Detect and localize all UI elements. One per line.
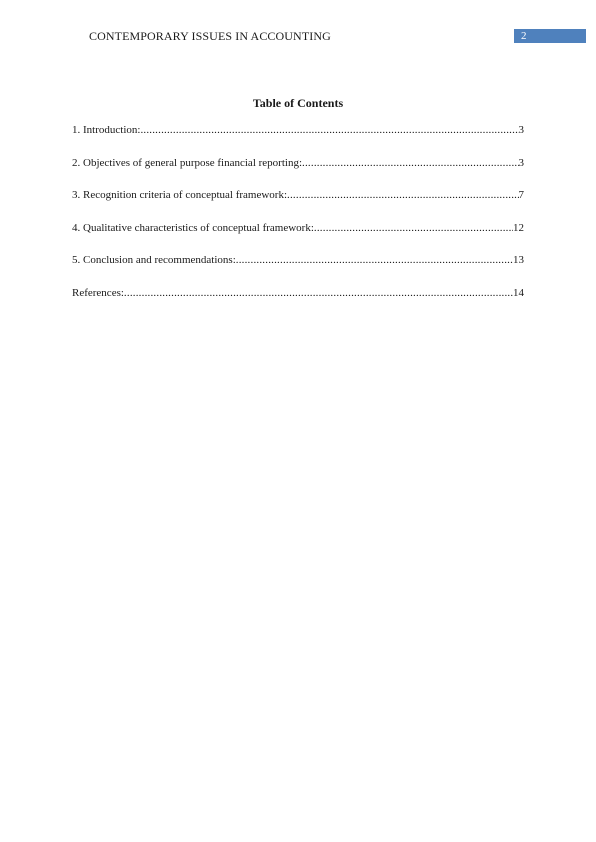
toc-dot-leader <box>124 287 513 299</box>
toc-dot-leader <box>302 157 518 169</box>
toc-entry-references[interactable] <box>72 287 524 320</box>
page-number-badge: 2 <box>514 29 586 43</box>
toc-entry-label: References: <box>72 286 124 299</box>
table-of-contents <box>72 124 524 319</box>
toc-dot-leader <box>236 254 513 266</box>
toc-entry-recognition-criteria[interactable] <box>72 189 524 222</box>
toc-dot-leader <box>287 189 518 201</box>
toc-dot-leader <box>140 124 518 136</box>
toc-entry-label: 5. Conclusion and recommendations: <box>72 254 236 266</box>
running-header-title: CONTEMPORARY ISSUES IN ACCOUNTING <box>89 29 331 43</box>
toc-entry-introduction[interactable] <box>72 124 524 157</box>
toc-dot-leader <box>314 222 513 234</box>
toc-entry-objectives[interactable] <box>72 157 524 190</box>
toc-entry-qualitative-characteristics[interactable] <box>72 222 524 255</box>
toc-entry-page: 12 <box>513 221 524 234</box>
toc-entry-page: 7 <box>518 189 524 201</box>
toc-entry-label: 1. Introduction: <box>72 124 141 136</box>
toc-entry-page: 14 <box>513 286 524 299</box>
toc-entry-page: 13 <box>513 254 524 266</box>
toc-entry-conclusion[interactable] <box>72 254 524 287</box>
toc-entry-label: 3. Recognition criteria of conceptual framework: <box>72 189 288 201</box>
toc-entry-label: 4. Qualitative characteristics of conceptual framework: <box>72 221 314 234</box>
toc-entry-label: 2. Objectives of general purpose financial reporting: <box>72 156 303 169</box>
toc-entry-page: 3 <box>518 156 524 169</box>
toc-heading: Table of Contents <box>252 96 344 110</box>
toc-entry-page: 3 <box>518 124 524 136</box>
